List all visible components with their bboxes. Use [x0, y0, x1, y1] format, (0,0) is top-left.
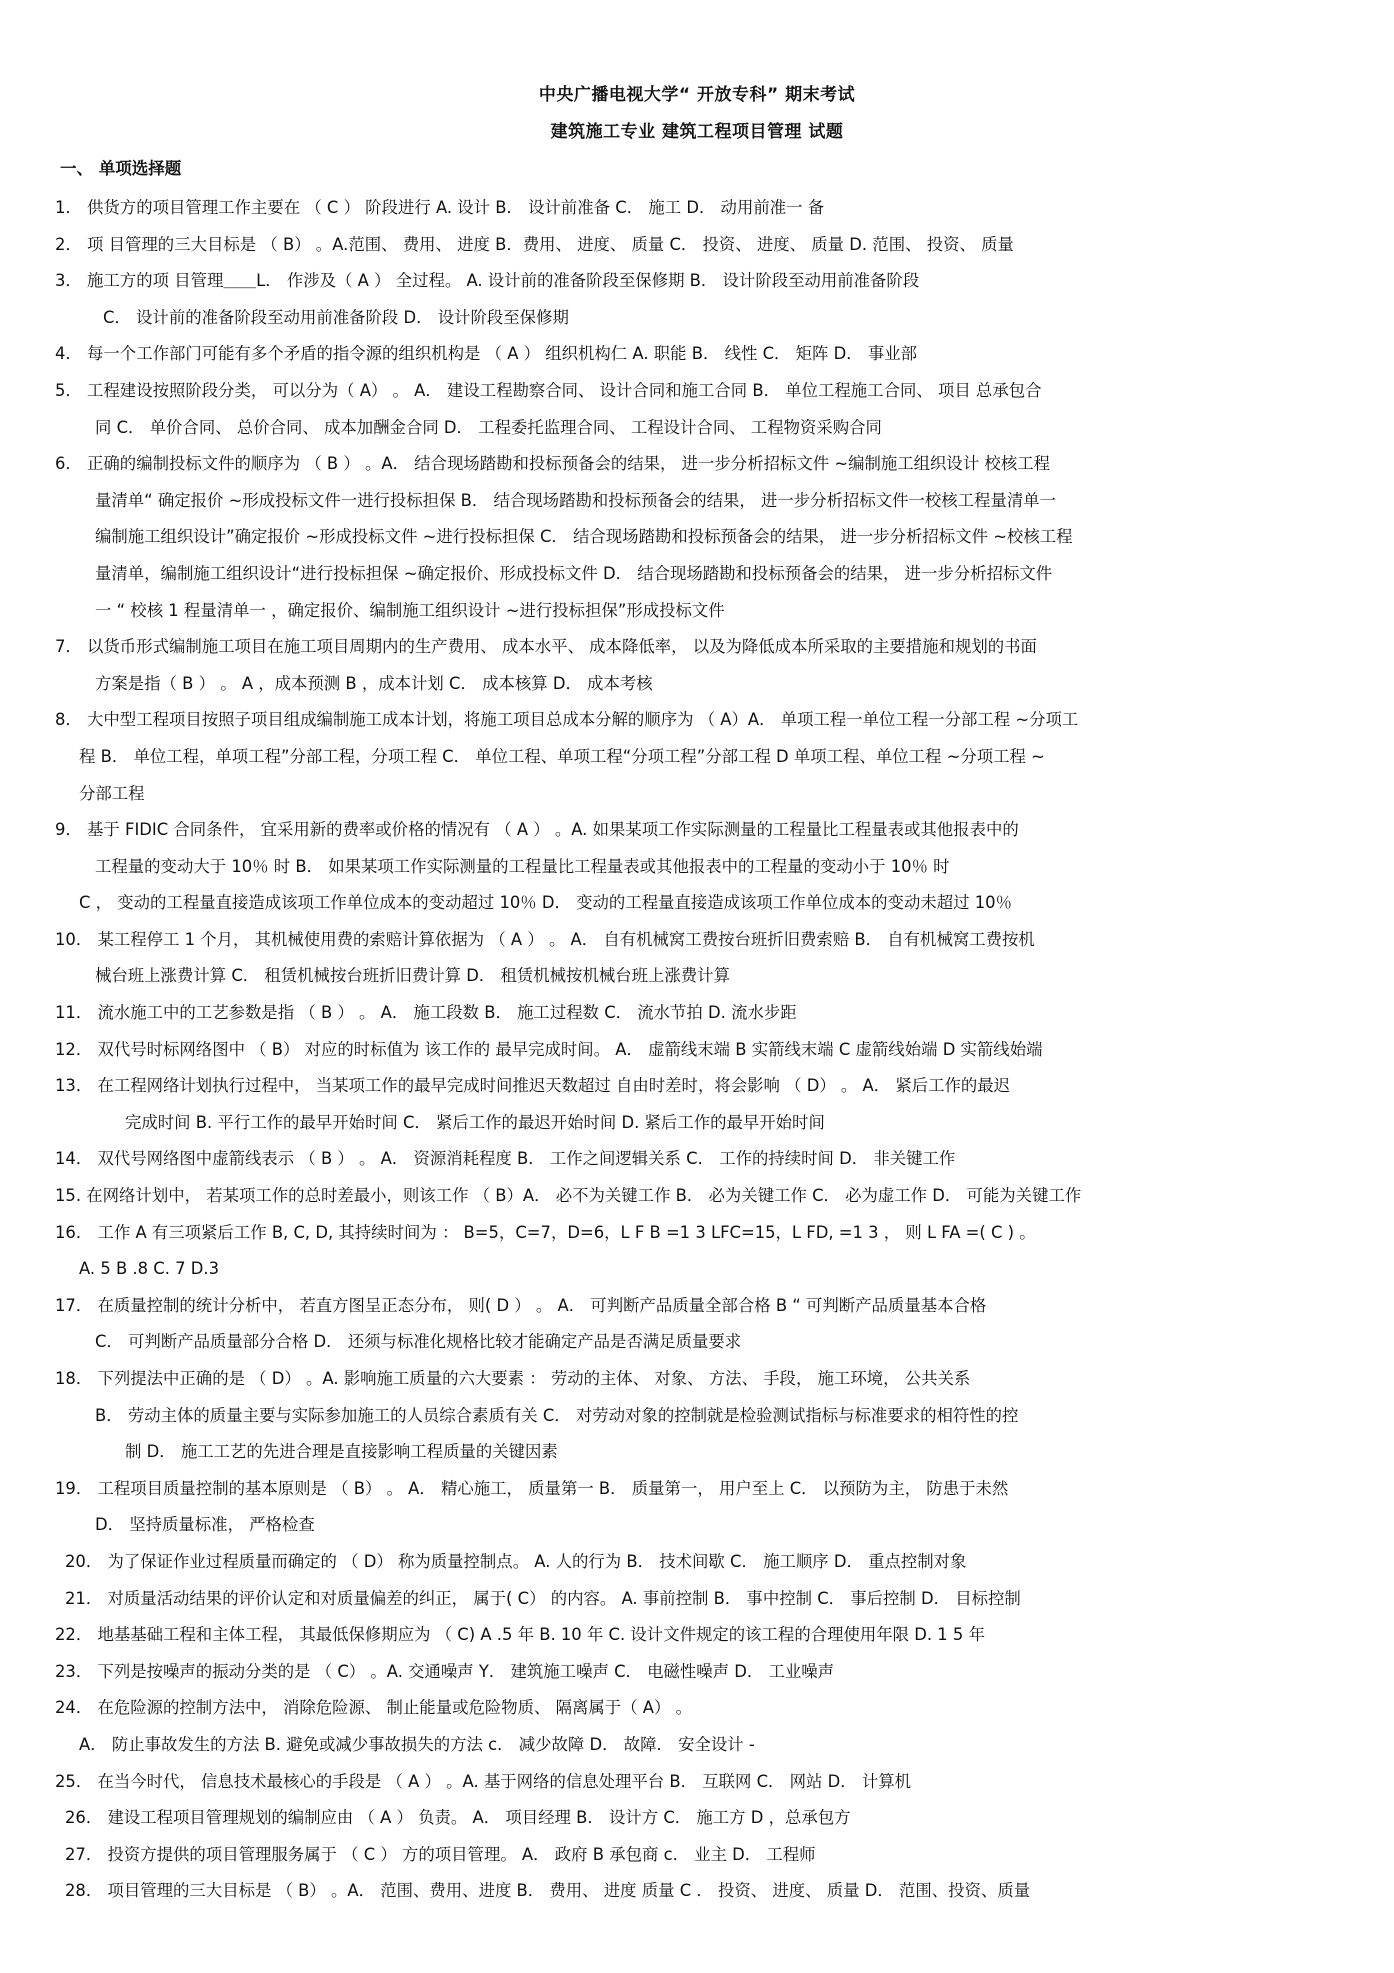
- question-line: 6． 正确的编制投标文件的顺序为 （ B ） 。A． 结合现场踏勘和投标预备会的结果， 进一步分析招标文件 ~编制施工组织设计 校核工程: [55, 454, 1050, 474]
- question-line: 7． 以货币形式编制施工项目在施工项目周期内的生产费用、 成本水平、 成本降低率， 以及为降低成本所采取的主要措施和规划的书面: [55, 637, 1037, 657]
- question-line: 量清单“ 确定报价 ~形成投标文件一进行投标担保 B． 结合现场踏勘和投标预备会的结果， 进一步分析招标文件一校核工程量清单一: [95, 490, 1057, 510]
- question-line: 11． 流水施工中的工艺参数是指 （ B ） 。 A． 施工段数 B． 施工过程数 C． 流水节拍 D. 流水步距: [55, 1003, 797, 1023]
- question-line: 同 C． 单价合同、 总价合同、 成本加酬金合同 D． 工程委托监理合同、 工程设计合同、 工程物资采购合同: [95, 417, 882, 437]
- question-line: 编制施工组织设计”确定报价 ~形成投标文件 ~进行投标担保 C． 结合现场踏勘和投标预备会的结果， 进一步分析招标文件 ~校核工程: [95, 527, 1073, 547]
- question-line: 22． 地基基础工程和主体工程， 其最低保修期应为 （ C) A .5 年 B. 10 年 C. 设计文件规定的该工程的合理使用年限 D. 1 5 年: [55, 1625, 985, 1645]
- question-line: 21． 对质量活动结果的评价认定和对质量偏差的纠正， 属于( C） 的内容。 A. 事前控制 B． 事中控制 C． 事后控制 D． 目标控制: [65, 1588, 1021, 1608]
- question-line: 17． 在质量控制的统计分析中， 若直方图呈正态分布， 则( D ） 。 A． 可判断产品质量全部合格 B “ 可判断产品质量基本合格: [55, 1295, 987, 1315]
- question-line: 8． 大中型工程项目按照子项目组成编制施工成本计划，将施工项目总成本分解的顺序为 （ A）A． 单项工程一单位工程一分部工程 ~分项工: [55, 710, 1079, 730]
- question-line: A． 防止事故发生的方法 B. 避免或减少事故损失的方法 c． 减少故障 D． 故障． 安全设计 -: [79, 1734, 755, 1754]
- question-line: 2． 项 目管理的三大目标是 （ B） 。A.范围、 费用、 进度 B．费用、 进度、 质量 C． 投资、 进度、 质量 D. 范围、 投资、 质量: [55, 234, 1014, 254]
- question-line: 方案是指（ B ） 。 A ，成本预测 B ，成本计划 C． 成本核算 D． 成本考核: [95, 673, 653, 693]
- question-line: B． 劳动主体的质量主要与实际参加施工的人员综合素质有关 C． 对劳动对象的控制就是检验测试指标与标准要求的相符性的控: [95, 1405, 1019, 1425]
- question-line: 量清单，编制施工组织设计“进行投标担保 ~确定报价、形成投标文件 D． 结合现场踏勘和投标预备会的结果， 进一步分析招标文件: [95, 563, 1053, 583]
- question-line: 一 “ 校核 1 程量清单一 ，确定报价、编制施工组织设计 ~进行投标担保”形成投标文件: [95, 600, 725, 620]
- question-line: 15. 在网络计划中， 若某项工作的总时差最小，则该工作 （ B）A． 必不为关键工作 B． 必为关键工作 C． 必为虚工作 D． 可能为关键工作: [55, 1186, 1082, 1206]
- question-line: 3． 施工方的项 目管理＿＿L． 作涉及（ A ） 全过程。 A. 设计前的准备阶段至保修期 B． 设计阶段至动用前准备阶段: [55, 271, 920, 291]
- question-line: 13． 在工程网络计划执行过程中， 当某项工作的最早完成时间推迟天数超过 自由时差时，将会影响 （ D） 。 A． 紧后工作的最迟: [55, 1076, 1011, 1096]
- question-line: 9． 基于 FIDIC 合同条件， 宜采用新的费率或价格的情况有 （ A ） 。A. 如果某项工作实际测量的工程量比工程量表或其他报表中的: [55, 820, 1019, 840]
- question-line: C． 可判断产品质量部分合格 D． 还须与标准化规格比较才能确定产品是否满足质量要求: [95, 1332, 742, 1352]
- question-line: 14． 双代号网络图中虚箭线表示 （ B ） 。 A． 资源消耗程度 B． 工作之间逻辑关系 C． 工作的持续时间 D． 非关键工作: [55, 1149, 956, 1169]
- exam-subtitle: 建筑施工专业 建筑工程项目管理 试题: [550, 122, 844, 142]
- exam-title: 中央广播电视大学“ 开放专科” 期末考试: [538, 85, 856, 105]
- question-line: 10． 某工程停工 1 个月， 其机械使用费的索赔计算依据为 （ A ） 。 A． 自有机械窝工费按台班折旧费索赔 B． 自有机械窝工费按机: [55, 929, 1035, 949]
- question-line: D． 坚持质量标准， 严格检查: [95, 1515, 315, 1535]
- question-line: 完成时间 B. 平行工作的最早开始时间 C． 紧后工作的最迟开始时间 D. 紧后工作的最早开始时间: [125, 1112, 825, 1132]
- question-line: 程 B． 单位工程，单项工程”分部工程，分项工程 C． 单位工程、单项工程“分项工程”分部工程 D 单项工程、单位工程 ~分项工程 ~: [79, 746, 1045, 766]
- question-line: 18． 下列提法中正确的是 （ D） 。A. 影响施工质量的六大要素 ： 劳动的主体、 对象、 方法、 手段， 施工环境， 公共关系: [55, 1369, 971, 1388]
- question-line: 23． 下列是按噪声的振动分类的是 （ C） 。A. 交通噪声 Y． 建筑施工噪声 C． 电磁性噪声 D． 工业噪声: [55, 1661, 835, 1681]
- question-line: 16． 工作 A 有三项紧后工作 B, C, D, 其持续时间为 ： B=5，C=7，D=6，L F B =1 3 LFC=15，L FD, =1 3 ， 则 L FA =( C ) 。: [55, 1222, 1036, 1242]
- question-line: 19． 工程项目质量控制的基本原则是 （ B） 。 A． 精心施工， 质量第一 B． 质量第一， 用户至上 C． 以预防为主， 防患于未然: [55, 1478, 1009, 1498]
- question-list: [55, 190, 1345, 1910]
- question-line: 27． 投资方提供的项目管理服务属于 （ C ） 方的项目管理。 A． 政府 B 承包商 c． 业主 D． 工程师: [65, 1844, 816, 1864]
- question-line: 26． 建设工程项目管理规划的编制应由 （ A ） 负责。 A． 项目经理 B． 设计方 C． 施工方 D ，总承包方: [65, 1808, 851, 1828]
- question-line: C ， 变动的工程量直接造成该项工作单位成本的变动超过 10％ D． 变动的工程量直接造成该项工作单位成本的变动未超过 10％: [79, 893, 1012, 913]
- question-line: C． 设计前的准备阶段至动用前准备阶段 D． 设计阶段至保修期: [103, 307, 569, 327]
- question-line: 1． 供货方的项目管理工作主要在 （ C ） 阶段进行 A. 设计 B． 设计前准备 C． 施工 D． 动用前准一 备: [55, 198, 825, 217]
- question-line: 工程量的变动大于 10％ 时 B． 如果某项工作实际测量的工程量比工程量表或其他报表中的工程量的变动小于 10％ 时: [95, 856, 950, 876]
- section-title: 一、 单项选择题: [60, 159, 182, 178]
- question-line: 5． 工程建设按照阶段分类， 可以分为（ A） 。 A． 建设工程勘察合同、 设计合同和施工合同 B． 单位工程施工合同、 项目 总承包合: [55, 380, 1042, 400]
- question-line: 25． 在当今时代， 信息技术最核心的手段是 （ A ） 。A. 基于网络的信息处理平台 B． 互联网 C． 网站 D． 计算机: [55, 1771, 912, 1791]
- question-line: 20． 为了保证作业过程质量而确定的 （ D） 称为质量控制点。 A. 人的行为 B． 技术间歇 C． 施工顺序 D． 重点控制对象: [65, 1551, 967, 1571]
- question-line: 4． 每一个工作部门可能有多个矛盾的指令源的组织机构是 （ A ） 组织机构仁 A. 职能 B． 线性 C． 矩阵 D． 事业部: [55, 344, 918, 364]
- question-line: 24． 在危险源的控制方法中， 消除危险源、 制止能量或危险物质、 隔离属于（ A） 。: [55, 1698, 692, 1718]
- question-line: 械台班上涨费计算 C． 租赁机械按台班折旧费计算 D． 租赁机械按机械台班上涨费计算: [95, 966, 730, 986]
- question-line: 分部工程: [79, 783, 145, 803]
- question-line: 制 D． 施工工艺的先进合理是直接影响工程质量的关键因素: [125, 1442, 558, 1462]
- question-line: 12． 双代号时标网络图中 （ B） 对应的时标值为 该工作的 最早完成时间。 A． 虚箭线末端 B 实箭线末端 C 虚箭线始端 D 实箭线始端: [55, 1039, 1043, 1059]
- question-line: 28． 项目管理的三大目标是 （ B） 。A． 范围、费用、进度 B． 费用、 进度 质量 C ． 投资、 进度、 质量 D． 范围、投资、质量: [65, 1881, 1031, 1901]
- question-line: A. 5 B .8 C. 7 D.3: [79, 1259, 220, 1279]
